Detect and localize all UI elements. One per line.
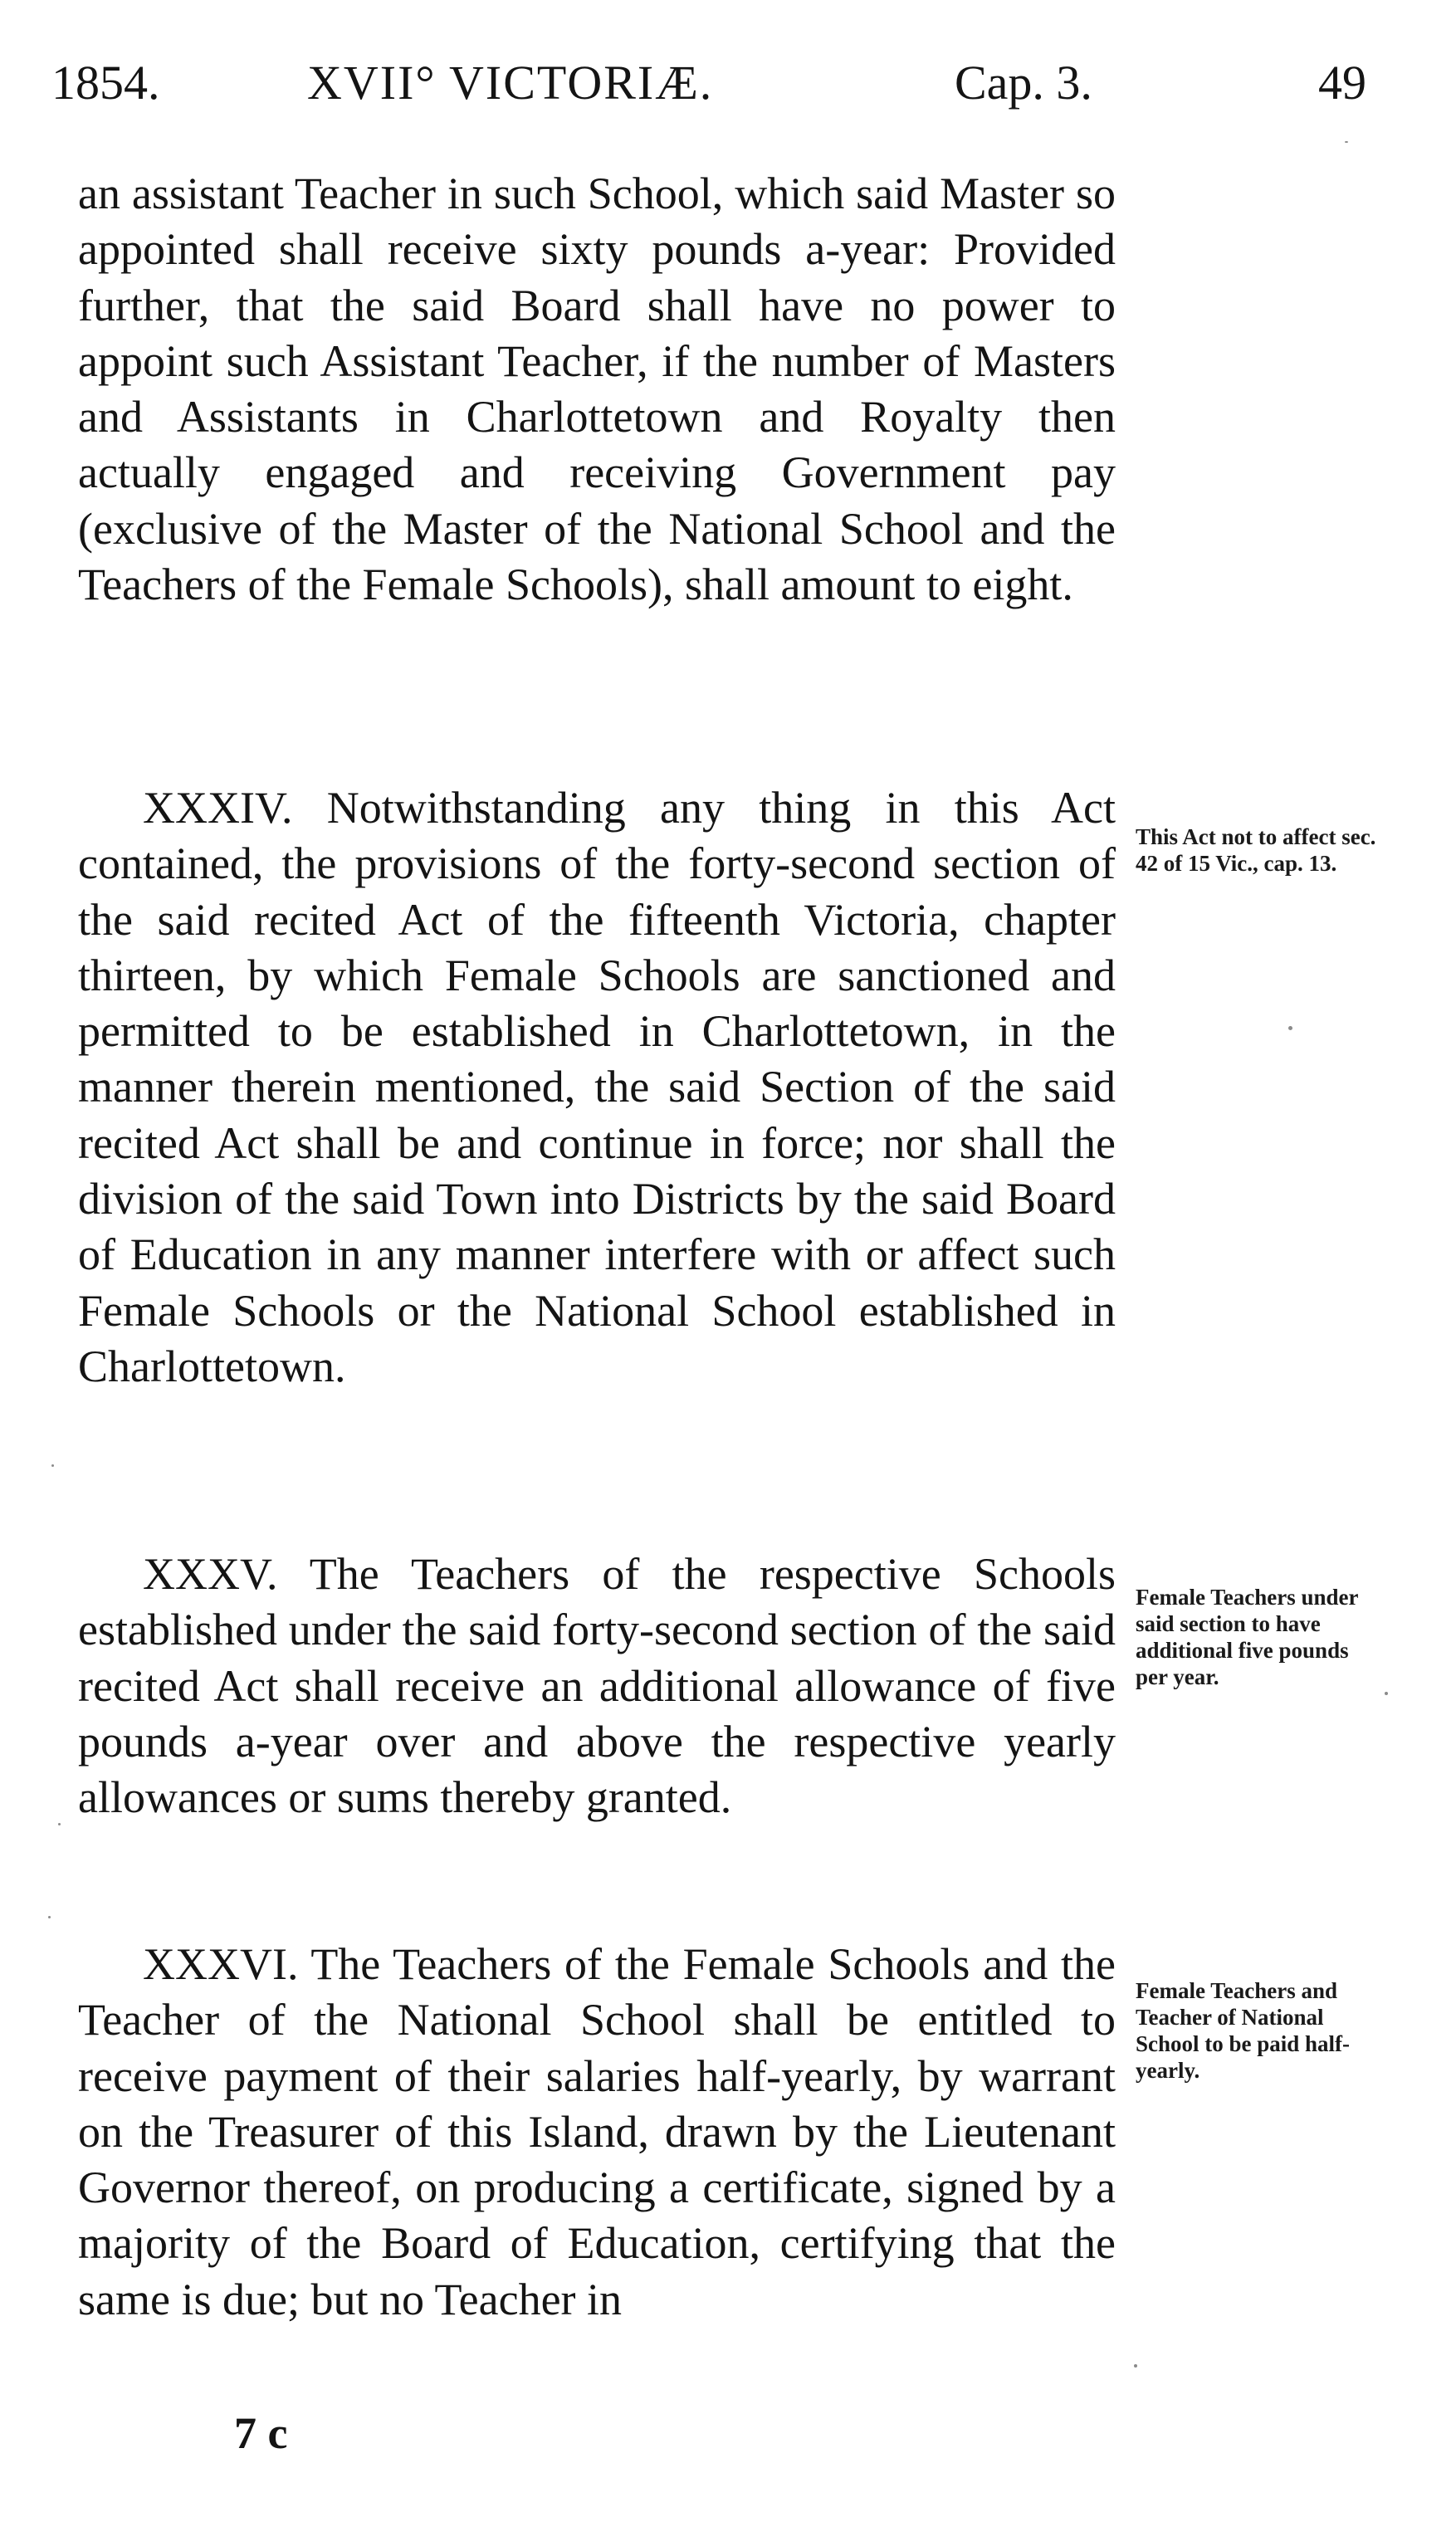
header-year: 1854. xyxy=(51,56,160,110)
paragraph-section-xxxv xyxy=(78,1547,1116,1825)
scan-speck xyxy=(48,1916,51,1918)
scan-speck xyxy=(1345,141,1348,143)
scan-speck xyxy=(1134,2364,1137,2368)
running-header xyxy=(0,50,1456,116)
paragraph-text: XXXIV. Notwithstanding any thing in this Act contained, the provisions of the forty-second section of the said recited Act of the fifteenth Victoria, chapter thirteen, by which Female Schools are sanctioned and permitted to be established in Charlottetown, in the manner therein mentioned, the said Section of the said recited Act shall be and continue in force; nor shall the division of the said Town into Districts by the said Board of Education in any manner interfere with or affect such Female Schools or the National School established in Charlottetown. xyxy=(78,783,1116,1391)
paragraph-text: an assistant Teacher in such School, which said Master so appointed shall receive sixty pounds a-year: Provided further, that the said Board shall have no power to appoint such Assistant Teacher, if the number of Masters and Assistants in Charlottetown and Royalty then actually engaged and receiving Government pay (exclusive of the Master of the National School and the Teachers of the Female Schools), shall amount to eight. xyxy=(78,169,1116,610)
scan-speck xyxy=(58,1823,61,1825)
margin-note-xxxvi: Female Teachers and Teacher of National School to be paid half-yearly. xyxy=(1136,1978,1351,2083)
scan-speck xyxy=(51,1464,54,1467)
printer-signature-mark: 7 c xyxy=(234,2408,288,2458)
paragraph-continuation xyxy=(78,166,1116,613)
margin-note-xxxiv: This Act not to affect sec. 42 of 15 Vic., cap. 13. xyxy=(1136,824,1376,876)
paragraph-text: XXXV. The Teachers of the respective Schools established under the said forty-second section of the said recited Act shall receive an additional allowance of five pounds a-year over and above the respective yearly allowances or sums thereby granted. xyxy=(78,1549,1116,1823)
paragraph-section-xxxiv xyxy=(78,780,1116,1395)
paragraph-text: XXXVI. The Teachers of the Female Schools and the Teacher of the National School shall be entitled to receive payment of their salaries half-yearly, by warrant on the Treasurer of this Island, drawn by the Lieutenant Governor thereof, on producing a certificate, signed by a majority of the Board of Education, certifying that the same is due; but no Teacher in xyxy=(78,1939,1116,2324)
header-title: XVII° VICTORIÆ. xyxy=(307,56,714,110)
header-chapter: Cap. 3. xyxy=(955,56,1092,110)
margin-note-xxxv: Female Teachers under said section to have additional five pounds per year. xyxy=(1136,1585,1358,1689)
scan-speck xyxy=(1385,1692,1388,1695)
paragraph-section-xxxvi xyxy=(78,1937,1116,2328)
page-number: 49 xyxy=(1318,56,1366,110)
scan-speck xyxy=(1288,1026,1292,1030)
